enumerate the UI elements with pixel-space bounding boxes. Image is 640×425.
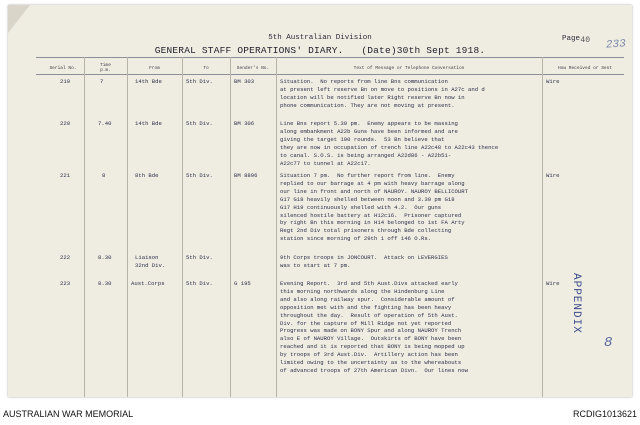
header-rule-bottom (36, 74, 624, 75)
entry-senders-no: BM 306 (234, 120, 255, 127)
column-header-serial: Serial No. (49, 66, 77, 71)
entry-to: 5th Div. (186, 254, 213, 261)
division-heading: 5th Australian Division (268, 34, 372, 42)
column-header-senders-no: Sender's No. (236, 66, 270, 71)
entry-senders-no: BM 8896 (234, 172, 258, 179)
column-rule (84, 57, 85, 397)
entry-senders-no: BM 303 (234, 78, 255, 85)
column-header-text: Text of Message or Telephone Conversation (353, 66, 465, 71)
entry-how-received: Wire (546, 280, 560, 287)
archive-stamp-number: 233 (605, 38, 627, 52)
page-number: 40 (580, 36, 590, 45)
diary-title (8, 45, 632, 56)
diary-title-text: GENERAL STAFF OPERATIONS' DIARY. (154, 45, 344, 56)
entry-time: 7.40 (98, 120, 112, 127)
entry-serial: 222 (60, 254, 71, 261)
entry-from: Aust.Corps (131, 280, 165, 287)
entry-time: 7 (100, 78, 104, 85)
column-rule (230, 57, 231, 397)
entry-to: 5th Div. (186, 172, 213, 179)
entry-how-received: Wire (546, 78, 560, 85)
entry-from: 14th Bde (135, 78, 162, 85)
archive-credit: AUSTRALIAN WAR MEMORIAL (3, 409, 134, 419)
column-rule (182, 57, 183, 397)
entry-time: 8.30 (98, 280, 112, 287)
entry-time: 8 (102, 172, 106, 179)
entry-from: 8th Bde (135, 172, 159, 179)
column-header-time: Time p.m. (100, 63, 111, 73)
entry-time: 8.30 (98, 254, 112, 261)
page-label: Page (561, 35, 580, 43)
entry-text: 9th Corps troops in JONCOURT. Attack on LEVERGIES was to start at 7 pm. (280, 254, 448, 269)
entry-text: Situation. No reports from line Bns communication at present left reserve Bn on move to positions in A27c and d location will be notified later Right reserve Bn now in phone communication. They are not moving at present. (280, 78, 485, 109)
appendix-handwritten-note: APPENDIX (570, 273, 582, 334)
header-rule-top (36, 57, 624, 58)
column-rule (276, 57, 277, 397)
column-header-how-received: How Received or Sent (557, 66, 612, 71)
entry-text: Evening Report. 3rd and 5th Aust.Divs attacked early this morning northwards along the Hindenburg Line and also along railway spur. Considerable amount of opposition met with and the fighting has been heavy throughout the day. Result of operation of 5th Aust. Div. for the capture of Mill Ridge not yet reported Progress was made on BONY Spur and along NAUROY Trench also E of NAUROY Village. Outskirts of BONY have been reached and it is reported that BONY is being mopped up by troops of 3rd Aust.Div. Artillery action has been limited owing to the uncertainty as to the whereabouts of advanced troops of 27th American Divn. Our lines now (280, 280, 468, 374)
entry-text: Line Bns report 5.30 pm. Enemy appears to be massing along embankment A22b Guns have been informed and are giving the target 100 rounds. 53 Bn believe that they are now in occupation of trench line A22c48 to A22c43 thence to canal. S.O.S. is being arranged A22d86 - A22b51- A22c77 to tunnel at A22c17. (280, 120, 499, 167)
entry-text: Situation 7 pm. No further report from line. Enemy replied to our barrage at 4 pm with heavy barrage along our line in front and north of NAUROY. NAUROY BELLICOURT G17 G18 heavily shelled between noon and 3.30 pm G18 G17 H19 continuously shelled with 4.2. Our guns silenced hostile battery at H12c16. Prisoner captured by right Bn this morning in H14 belonged to 1st FA Arty Regt 2nd Div total prisoners through Bde collecting station since morning of 29th 1 off 146 O.Rs. (280, 172, 468, 243)
column-rule (542, 57, 543, 397)
entry-serial: 220 (60, 120, 71, 127)
handwritten-mark: 8 (604, 335, 613, 351)
diary-sheet (8, 5, 632, 397)
column-header-from: From (149, 66, 160, 71)
entry-serial: 219 (60, 78, 71, 85)
entry-to: 5th Div. (186, 120, 213, 127)
entry-to: 5th Div. (186, 78, 213, 85)
column-rule (127, 57, 128, 397)
entry-serial: 223 (60, 280, 71, 287)
entry-how-received: Wire (546, 172, 560, 179)
diary-date: (Date)30th Sept 1918. (361, 45, 486, 56)
archive-reference: RCDIG1013621 (572, 409, 637, 419)
column-header-to: To (203, 66, 209, 71)
entry-serial: 221 (60, 172, 71, 179)
entry-senders-no: G 195 (234, 280, 251, 287)
entry-from: Liaison 32nd Div. (135, 254, 166, 269)
entry-from: 14th Bde (135, 120, 162, 127)
entry-to: 5th Div. (186, 280, 213, 287)
